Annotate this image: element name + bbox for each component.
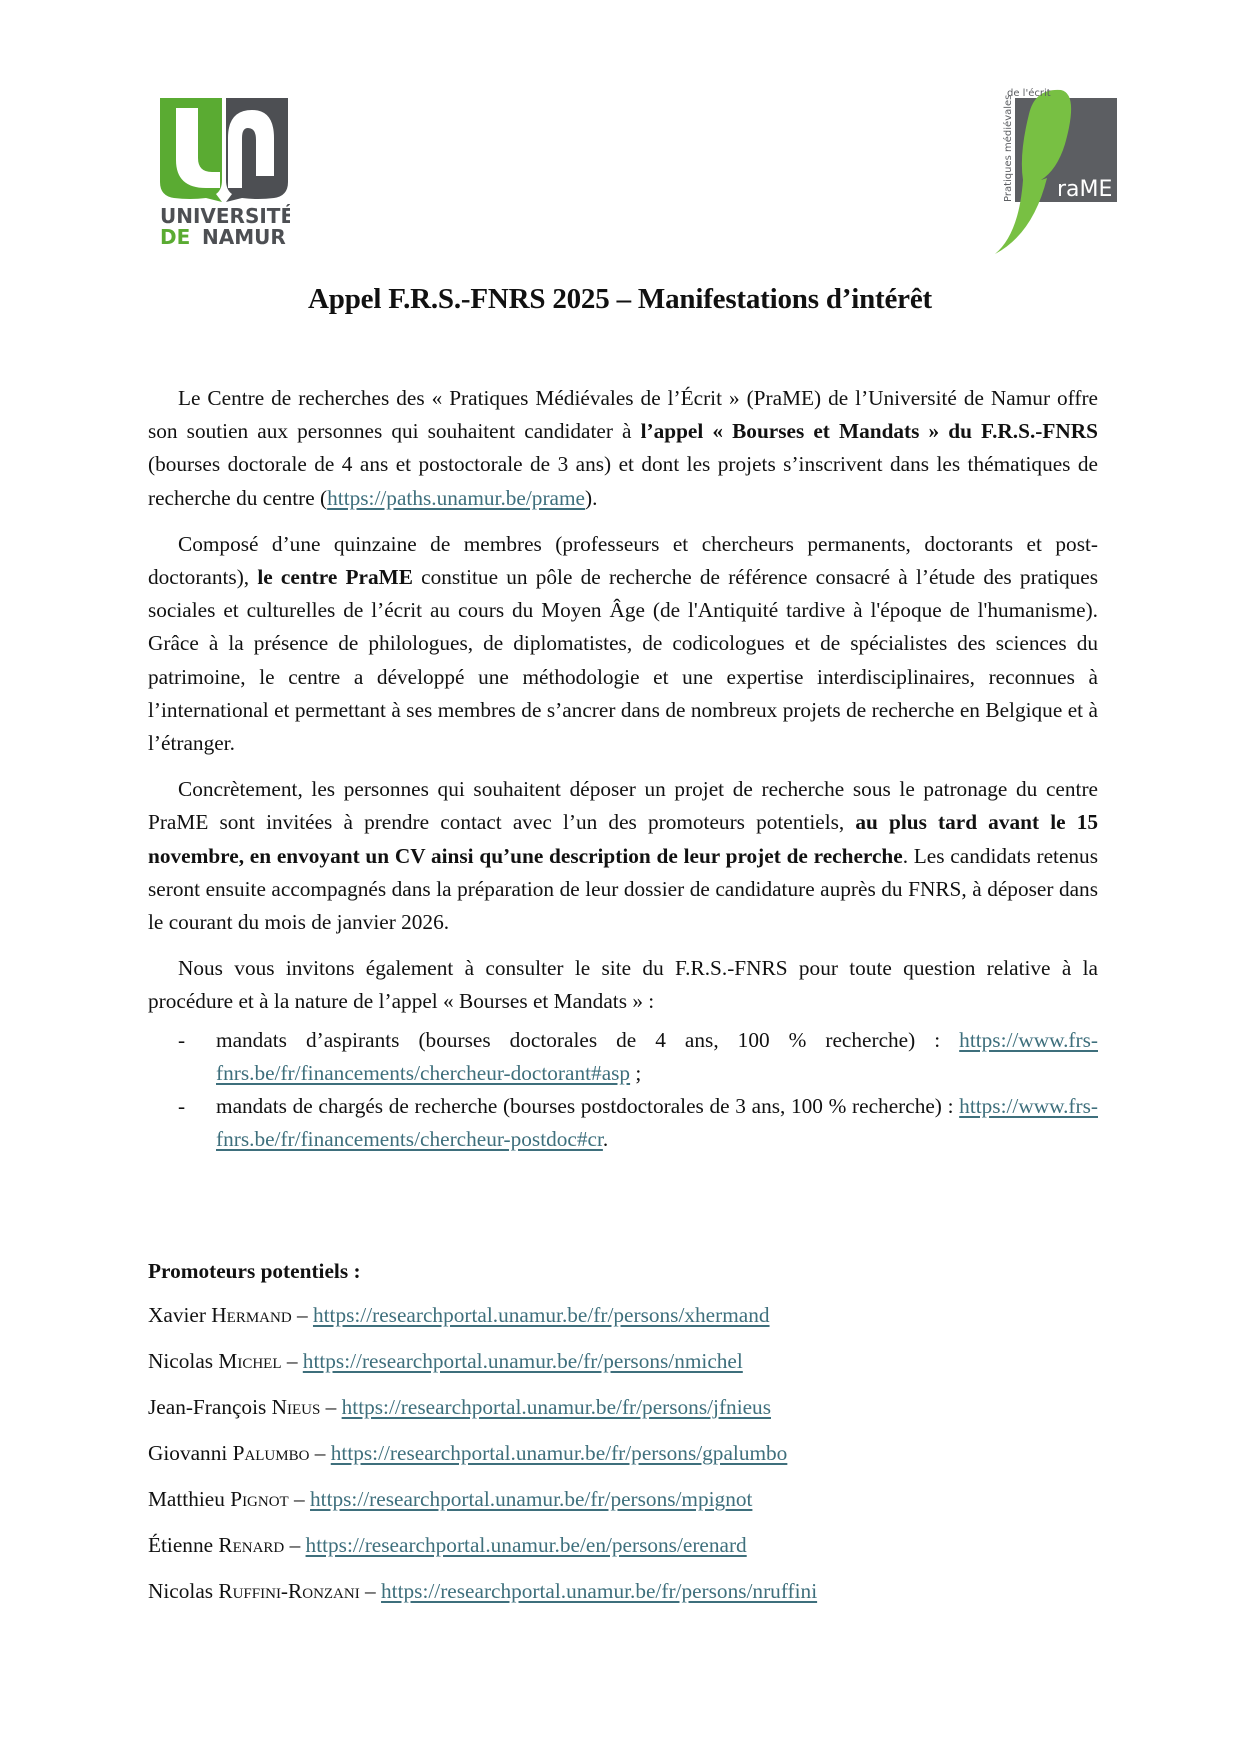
promoter-row: Nicolas Michel – https://researchportal.unamur.be/fr/persons/nmichel: [148, 1349, 743, 1373]
emphasis-deadline: au plus tard avant le 15 novembre, en envoyant un CV ainsi qu’une description de leur projet de recherche: [148, 810, 1098, 868]
prame-top-text: de l'écrit: [1007, 88, 1051, 99]
prame-mark-text: raME: [1057, 177, 1113, 202]
promoter-row: Matthieu Pignot – https://researchportal.unamur.be/fr/persons/mpignot: [148, 1487, 753, 1511]
fnrs-postdoc-link[interactable]: https://www.frs-fnrs.be/fr/financements/chercheur-postdoc#cr: [216, 1094, 1098, 1152]
dash-bullet: -: [178, 1027, 186, 1052]
promoter-link[interactable]: https://researchportal.unamur.be/en/persons/erenard: [305, 1533, 747, 1557]
paragraph-procedure: Concrètement, les personnes qui souhaitent déposer un projet de recherche sous le patronage du centre PraME sont invitées à prendre contact avec l’un des promoteurs potentiels, au plus tard avant le 15 novembre, en envoyant un CV ainsi qu’une description de leur projet de recherche. Les candidats retenus seront ensuite accompagnés dans la préparation de leur dossier de candidature auprès du FNRS, à déposer dans le courant du mois de janvier 2026.: [148, 777, 1098, 935]
promoter-row: Jean-François Nieus – https://researchportal.unamur.be/fr/persons/jfnieus: [148, 1395, 771, 1419]
emphasis-appel: l’appel « Bourses et Mandats » du F.R.S.-FNRS: [640, 419, 1098, 444]
paragraph-centre: Composé d’une quinzaine de membres (professeurs et chercheurs permanents, doctorants et post-doctorants), le centre PraME constitue un pôle de recherche de référence consacré à l’étude des pratiques sociales et culturelles de l’écrit au cours du Moyen Âge (de l'Antiquité tardive à l'époque de l'humanisme). Grâce à la présence de philologues, de diplomatistes, de codicologues et de spécialistes des sciences du patrimoine, le centre a développé une méthodologie et une expertise interdisciplinaires, reconnues à l’international et permettant à ses membres de s’ancrer dans de nombreux projets de recherche en Belgique et à l’étranger.: [148, 531, 1098, 756]
un-emblem-icon: [160, 98, 290, 248]
fnrs-links-list: [148, 1024, 1098, 1157]
promoter-link[interactable]: https://researchportal.unamur.be/fr/persons/gpalumbo: [330, 1441, 788, 1465]
document-body: [148, 382, 1098, 1156]
promoter-row: Étienne Renard – https://researchportal.unamur.be/en/persons/erenard: [148, 1533, 747, 1557]
promoter-surname: Hermand: [211, 1303, 292, 1327]
promoter-surname: Ruffini-Ronzani: [218, 1579, 360, 1603]
promoters-heading: Promoteurs potentiels :: [148, 1259, 361, 1283]
list-item: - mandats de chargés de recherche (bourses postdoctorales de 3 ans, 100 % recherche) : https://www.frs-fnrs.be/fr/financements/chercheur-postdoc#cr.: [148, 1090, 1098, 1156]
emphasis-centre: le centre PraME: [257, 565, 413, 590]
prame-logo: [975, 84, 1125, 260]
promoter-link[interactable]: https://researchportal.unamur.be/fr/persons/xhermand: [312, 1303, 770, 1327]
promoter-surname: Palumbo: [232, 1441, 310, 1465]
promoters-section: [148, 1257, 817, 1623]
prame-vertical-text: Pratiques médiévales: [1003, 94, 1014, 202]
logo-text-namur: NAMUR: [202, 225, 286, 248]
dash-bullet: -: [178, 1094, 186, 1119]
logo-text-de: DE: [160, 225, 191, 248]
paragraph-intro: Le Centre de recherches des « Pratiques Médiévales de l’Écrit » (PraME) de l’Université de Namur offre son soutien aux personnes qui souhaitent candidater à l’appel « Bourses et Mandats » du F.R.S.-FNRS (bourses doctorale de 4 ans et postoctorale de 3 ans) et dont les projets s’inscrivent dans les thématiques de recherche du centre (https://paths.unamur.be/prame).: [148, 386, 1098, 510]
universite-de-namur-logo: [160, 98, 290, 248]
fnrs-aspirant-link[interactable]: https://www.frs-fnrs.be/fr/financements/chercheur-doctorant#asp: [216, 1027, 1098, 1085]
page-title: Appel F.R.S.-FNRS 2025 – Manifestations d’intérêt: [308, 283, 932, 315]
promoter-link[interactable]: https://researchportal.unamur.be/fr/persons/mpignot: [310, 1487, 753, 1511]
promoter-surname: Nieus: [271, 1395, 321, 1419]
list-item: - mandats d’aspirants (bourses doctorales de 4 ans, 100 % recherche) : https://www.frs-fnrs.be/fr/financements/chercheur-doctorant#asp ;: [148, 1024, 1098, 1090]
promoter-row: Giovanni Palumbo – https://researchportal.unamur.be/fr/persons/gpalumbo: [148, 1441, 788, 1465]
promoter-surname: Pignot: [230, 1487, 289, 1511]
paragraph-fnrs: Nous vous invitons également à consulter le site du F.R.S.-FNRS pour toute question relative à la procédure et à la nature de l’appel « Bourses et Mandats » :: [148, 956, 1098, 1014]
prame-emblem-icon: [975, 84, 1125, 260]
promoter-link[interactable]: https://researchportal.unamur.be/fr/persons/nmichel: [302, 1349, 743, 1373]
promoter-surname: Renard: [218, 1533, 285, 1557]
prame-website-link[interactable]: https://paths.unamur.be/prame: [327, 485, 586, 510]
promoter-link[interactable]: https://researchportal.unamur.be/fr/persons/nruffini: [381, 1579, 818, 1603]
promoter-row: Xavier Hermand – https://researchportal.unamur.be/fr/persons/xhermand: [148, 1303, 770, 1327]
promoter-row: Nicolas Ruffini-Ronzani – https://researchportal.unamur.be/fr/persons/nruffini: [148, 1579, 818, 1603]
promoter-link[interactable]: https://researchportal.unamur.be/fr/persons/jfnieus: [341, 1395, 771, 1419]
promoter-surname: Michel: [218, 1349, 282, 1373]
logo-text-universite: UNIVERSITÉ: [160, 204, 290, 228]
